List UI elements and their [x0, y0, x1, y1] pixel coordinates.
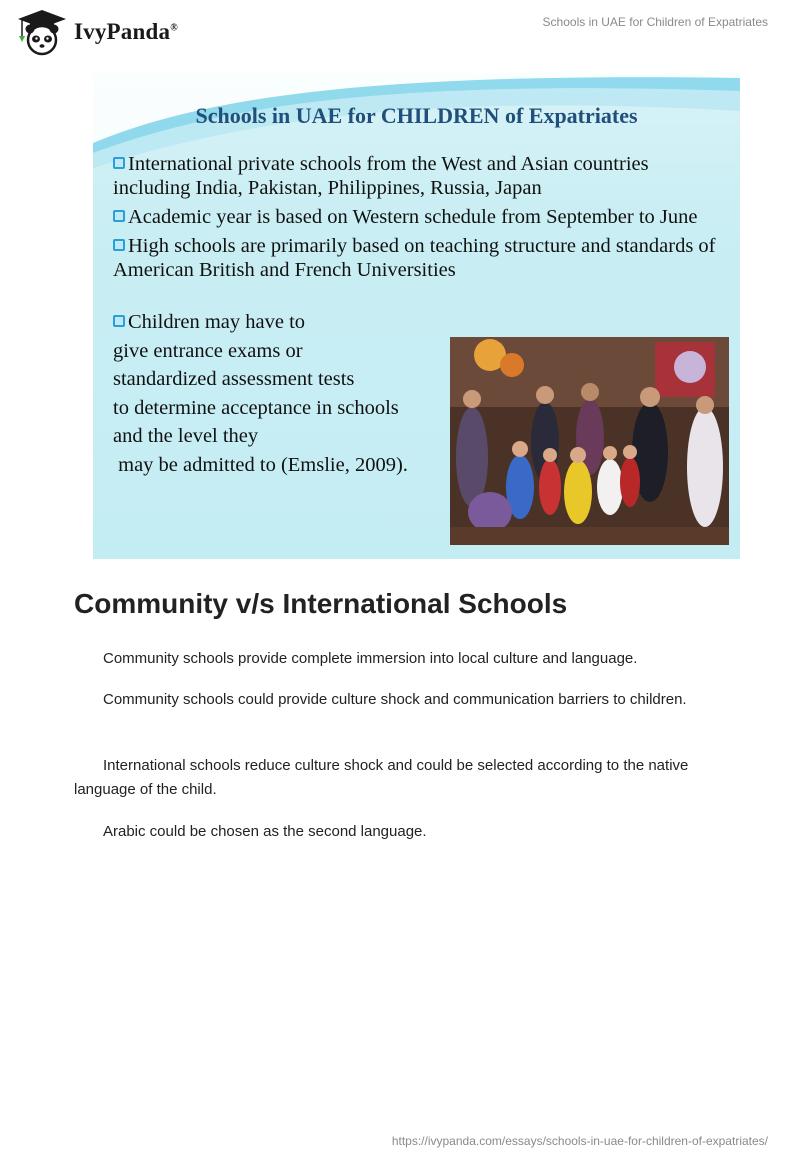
slide-bullet-last: Children may have to give entrance exams or standardized assessment tests to determine acceptance in schools and the level they may be admitted to (Emslie, 2009).: [113, 311, 408, 476]
panda-graduate-icon: [14, 8, 70, 56]
paragraph: Community schools provide complete immersion into local culture and language.: [103, 650, 638, 667]
section-heading: Community v/s International Schools: [74, 588, 568, 619]
slide-title: Schools in UAE for CHILDREN of Expatriates: [195, 103, 638, 128]
paragraph: Arabic could be chosen as the second language.: [103, 823, 427, 840]
slide-bullet: International private schools from the West and Asian countries including India, Pakistan, Philippines, Russia, Japan: [113, 153, 649, 199]
brand-name: IvyPanda®: [74, 19, 178, 44]
group-photo-children-costumes-icon: [450, 337, 729, 545]
slide-bullet-list: [113, 152, 728, 287]
slide-image: [93, 73, 740, 559]
slide-bullet: High schools are primarily based on teaching structure and standards of American British and French Universities: [113, 235, 716, 281]
paragraph: Community schools could provide culture shock and communication barriers to children.: [103, 691, 687, 708]
document-title: Schools in UAE for Children of Expatriates: [542, 15, 768, 29]
paragraph: International schools reduce culture shock and could be selected according to the native language of the child.: [74, 757, 689, 798]
ivypanda-logo[interactable]: [14, 8, 214, 56]
slide-bullet: Academic year is based on Western schedule from September to June: [113, 205, 728, 229]
checkbox-bullet-icon: [113, 239, 125, 251]
checkbox-bullet-icon: [113, 157, 125, 169]
group-photo: [450, 337, 729, 545]
source-url-link[interactable]: https://ivypanda.com/essays/schools-in-uae-for-children-of-expatriates/: [391, 1134, 768, 1148]
checkbox-bullet-icon: [113, 315, 125, 327]
checkbox-bullet-icon: [113, 210, 125, 222]
